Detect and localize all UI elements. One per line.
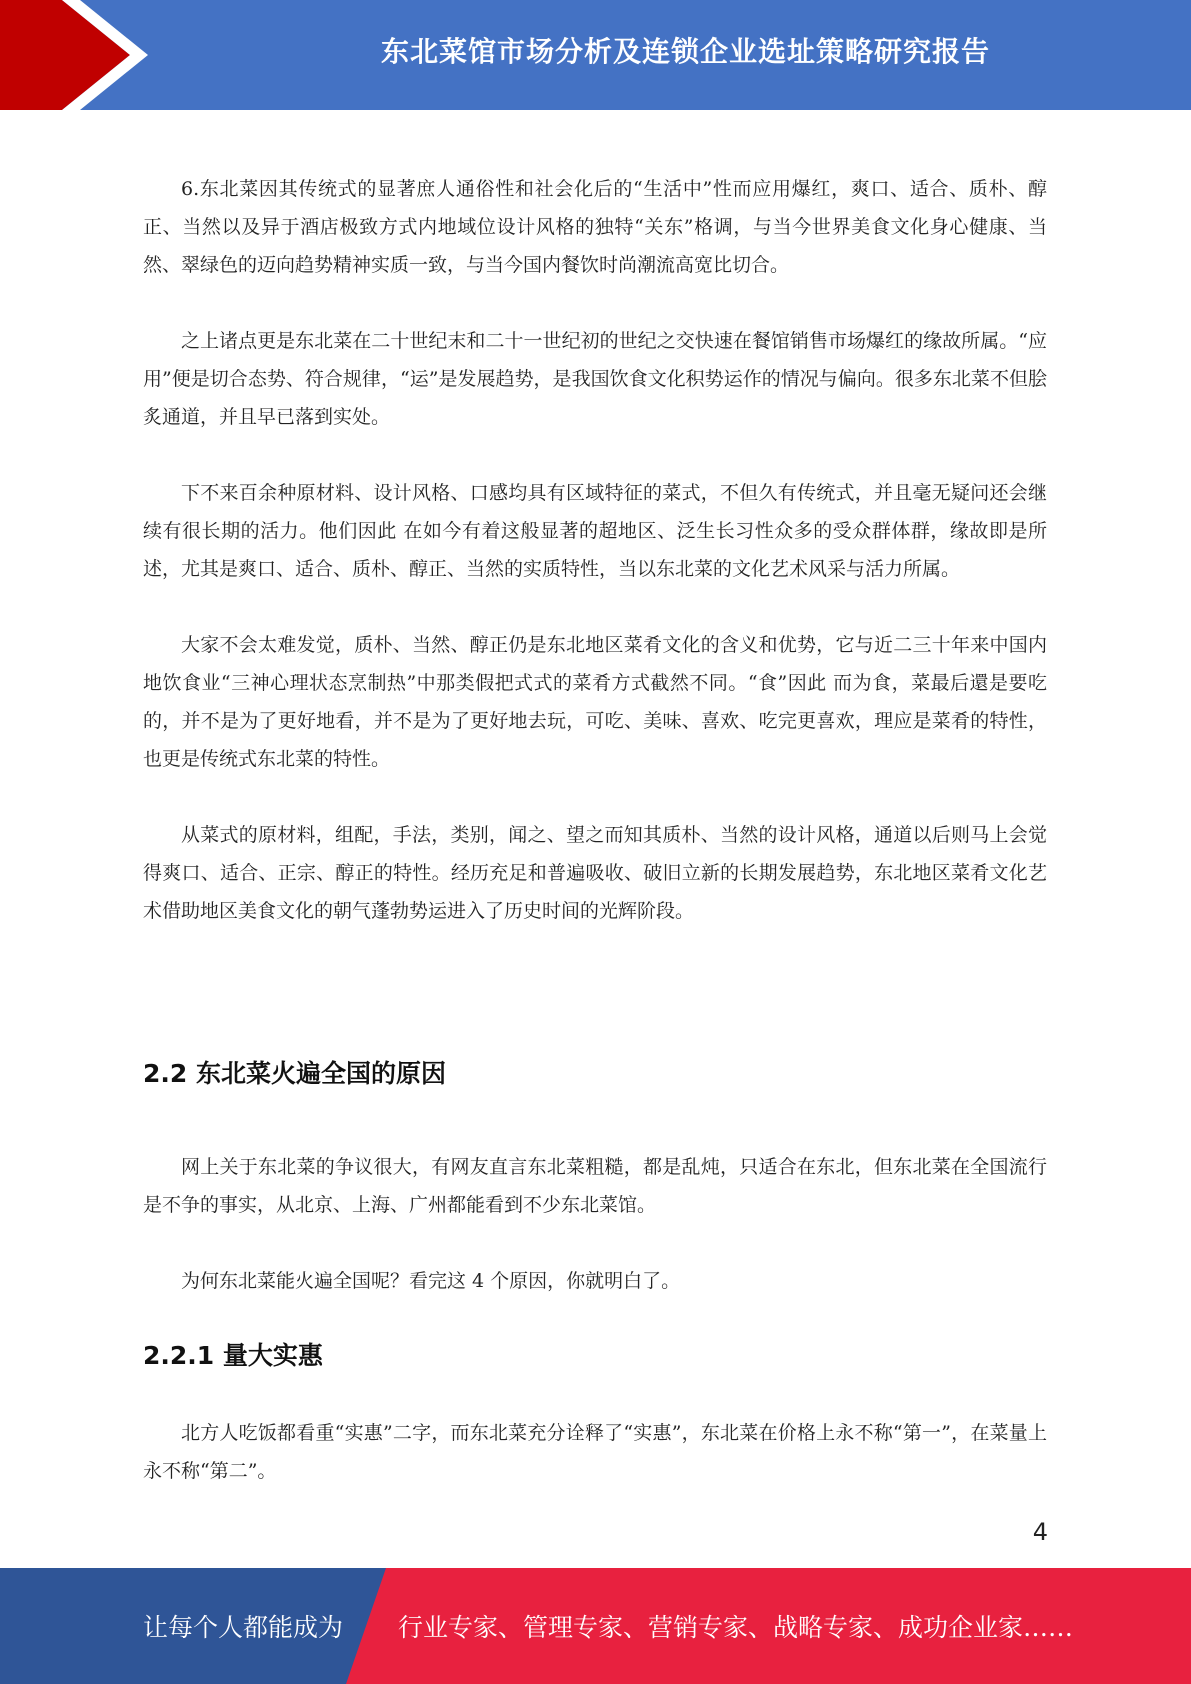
report-title: 东北菜馆市场分析及连锁企业选址策略研究报告 bbox=[380, 35, 990, 68]
section-2-2-paragraph-2: 为何东北菜能火遍全国呢？看完这 4 个原因，你就明白了。 bbox=[181, 1270, 681, 1292]
body-text bbox=[143, 170, 1047, 930]
page-footer bbox=[0, 1568, 1191, 1684]
section-heading-2-2-1: 2.2.1 量大实惠 bbox=[143, 1341, 323, 1370]
paragraph-4: 大家不会太难发觉，质朴、当然、醇正仍是东北地区菜肴文化的含义和优势，它与近二三十年来中国内地饮食业“三神心理状态烹制热”中那类假把式式的菜肴方式截然不同。“食”因此 而为食，菜最后還是要吃的，并不是为了更好地看，并不是为了更好地去玩，可吃、美味、喜欢、吃完更喜欢，理应是菜肴的特性，也更是传统式东北菜的特性。 bbox=[143, 634, 1047, 770]
paragraph-2: 之上诸点更是东北菜在二十世纪末和二十一世纪初的世纪之交快速在餐馆销售市场爆红的缘故所属。“应用”便是切合态势、符合规律，“运”是发展趋势，是我国饮食文化积势运作的情况与偏向。很多东北菜不但脍炙通道，并且早已落到实处。 bbox=[143, 330, 1047, 428]
header-arrow-decoration bbox=[0, 0, 180, 110]
paragraph-3: 下不来百余种原材料、设计风格、口感均具有区域特征的菜式，不但久有传统式，并且毫无疑问还会继续有很长期的活力。他们因此 在如今有着这般显著的超地区、泛生长习性众多的受众群体群，缘故即是所述，尤其是爽口、适合、质朴、醇正、当然的实质特性，当以东北菜的文化艺术风采与活力所属。 bbox=[143, 482, 1047, 580]
paragraph-1: 6.东北菜因其传统式的显著庶人通俗性和社会化后的“生活中”性而应用爆红，爽口、适合、质朴、醇正、当然以及异于酒店极致方式内地域位设计风格的独特“关东”格调，与当今世界美食文化身心健康、当然、翠绿色的迈向趋势精神实质一致，与当今国内餐饮时尚潮流高宽比切合。 bbox=[143, 178, 1047, 276]
section-heading-2-2: 2.2 东北菜火遍全国的原因 bbox=[143, 1059, 446, 1088]
paragraph-5: 从菜式的原材料，组配，手法，类别，闻之、望之而知其质朴、当然的设计风格，通道以后则马上会觉得爽口、适合、正宗、醇正的特性。经历充足和普遍吸收、破旧立新的长期发展趋势，东北地区菜肴文化艺术借助地区美食文化的朝气蓬勃势运进入了历史时间的光辉阶段。 bbox=[143, 824, 1047, 922]
section-2-2-paragraph-1: 网上关于东北菜的争议很大，有网友直言东北菜粗糙，都是乱炖，只适合在东北，但东北菜在全国流行是不争的事实，从北京、上海、广州都能看到不少东北菜馆。 bbox=[143, 1156, 1047, 1216]
footer-slogan-left: 让每个人都能成为 bbox=[143, 1613, 344, 1642]
section-2-2-body bbox=[143, 1148, 1047, 1300]
section-2-2-1-body bbox=[143, 1414, 1047, 1490]
page-header bbox=[0, 0, 1191, 110]
footer-slogan-right: 行业专家、管理专家、营销专家、战略专家、成功企业家…… bbox=[398, 1613, 1074, 1642]
section-2-2-1-paragraph-1: 北方人吃饭都看重“实惠”二字，而东北菜充分诠释了“实惠”，东北菜在价格上永不称“第一”，在菜量上永不称“第二”。 bbox=[143, 1422, 1047, 1482]
page-number: 4 bbox=[1032, 1518, 1048, 1546]
